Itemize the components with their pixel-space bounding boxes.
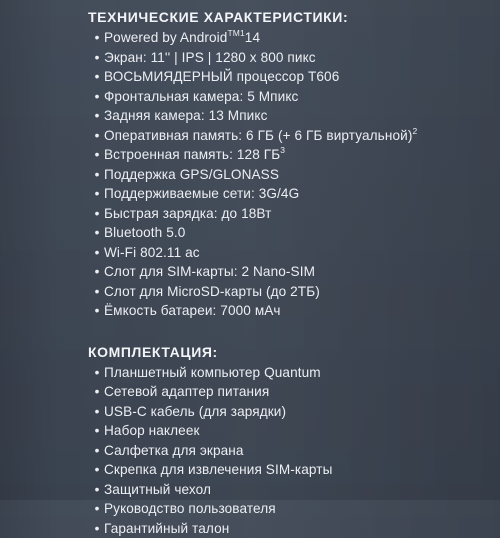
kit-item-warranty (0, 519, 500, 538)
spec-item-text: Встроенная память: 128 ГБ (104, 147, 280, 162)
bullet: • (93, 363, 101, 383)
spec-item-text: Быстрая зарядка: до 18Вт (104, 206, 271, 221)
kit-item-power-adapter (0, 382, 500, 402)
specs-heading: ТЕХНИЧЕСКИЕ ХАРАКТЕРИСТИКИ: (88, 8, 500, 28)
spec-item-rear-camera (0, 106, 500, 126)
specs-section (0, 8, 500, 321)
spec-item-networks (0, 184, 500, 204)
specs-list (0, 28, 500, 321)
bullet: • (93, 301, 101, 321)
bullet: • (93, 499, 101, 519)
spec-item-android (0, 28, 500, 48)
spec-item-fast-charge (0, 204, 500, 224)
bullet: • (93, 106, 101, 126)
spec-item-text: ВОСЬМИЯДЕРНЫЙ процессор T606 (104, 69, 339, 84)
spec-item-text: Bluetooth 5.0 (104, 225, 185, 240)
bullet: • (93, 87, 101, 107)
footnote-mark: 3 (280, 145, 285, 155)
footnote-mark: 2 (412, 126, 417, 136)
spec-item-text: Оперативная память: 6 ГБ (+ 6 ГБ виртуальной) (104, 128, 412, 143)
bullet: • (93, 223, 101, 243)
bullet: • (93, 126, 101, 146)
bullet: • (93, 480, 101, 500)
kit-item-sim-pin (0, 460, 500, 480)
kit-item-case (0, 480, 500, 500)
spec-item-text: Слот для SIM-карты: 2 Nano-SIM (104, 264, 315, 279)
bullet: • (93, 460, 101, 480)
bullet: • (93, 28, 101, 48)
spec-item-text: Фронтальная камера: 5 Мпикс (104, 89, 298, 104)
kit-item-tablet (0, 363, 500, 383)
spec-item-text: Ёмкость батареи: 7000 мАч (104, 303, 281, 318)
bullet: • (93, 48, 101, 68)
spec-item-text: Wi-Fi 802.11 ac (104, 245, 200, 260)
kit-section (0, 343, 500, 538)
footnote-mark: TM1 (227, 28, 244, 38)
bullet: • (93, 402, 101, 422)
spec-item-processor (0, 67, 500, 87)
bullet: • (93, 262, 101, 282)
bullet: • (93, 243, 101, 263)
kit-item-text: Скрепка для извлечения SIM-карты (104, 462, 332, 477)
spec-item-ram (0, 126, 500, 146)
spec-item-screen (0, 48, 500, 68)
spec-item-text: Слот для MicroSD-карты (до 2ТБ) (104, 284, 320, 299)
kit-item-usb-cable (0, 402, 500, 422)
spec-item-gps (0, 165, 500, 185)
bullet: • (93, 282, 101, 302)
kit-list (0, 363, 500, 538)
spec-item-wifi (0, 243, 500, 263)
bullet: • (93, 382, 101, 402)
kit-item-text: Набор наклеек (104, 423, 200, 438)
bullet: • (93, 165, 101, 185)
kit-item-text: Салфетка для экрана (104, 443, 244, 458)
spec-item-microsd-slot (0, 282, 500, 302)
bullet: • (93, 441, 101, 461)
kit-item-text: Гарантийный талон (104, 521, 229, 536)
spec-item-front-camera (0, 87, 500, 107)
spec-item-tail: 14 (245, 30, 260, 45)
spec-item-text: Поддержка GPS/GLONASS (104, 167, 279, 182)
bullet: • (93, 145, 101, 165)
bullet: • (93, 204, 101, 224)
kit-item-text: Руководство пользователя (104, 501, 276, 516)
kit-item-screen-cloth (0, 441, 500, 461)
spec-item-text: Поддерживаемые сети: 3G/4G (104, 186, 299, 201)
spec-item-storage (0, 145, 500, 165)
kit-heading: КОМПЛЕКТАЦИЯ: (88, 343, 500, 363)
kit-item-text: Сетевой адаптер питания (104, 384, 269, 399)
kit-item-stickers (0, 421, 500, 441)
bullet: • (93, 421, 101, 441)
spec-item-battery (0, 301, 500, 321)
spec-item-text: Powered by Android (104, 30, 227, 45)
spec-item-text: Задняя камера: 13 Мпикс (104, 108, 267, 123)
kit-item-text: Планшетный компьютер Quantum (104, 365, 321, 380)
bullet: • (93, 184, 101, 204)
kit-item-text: USB-C кабель (для зарядки) (104, 404, 286, 419)
bullet: • (93, 519, 101, 538)
spec-item-text: Экран: 11'' | IPS | 1280 x 800 пикс (104, 50, 316, 65)
bullet: • (93, 67, 101, 87)
spec-item-sim-slot (0, 262, 500, 282)
kit-item-manual (0, 499, 500, 519)
kit-item-text: Защитный чехол (104, 482, 211, 497)
spec-item-bluetooth (0, 223, 500, 243)
